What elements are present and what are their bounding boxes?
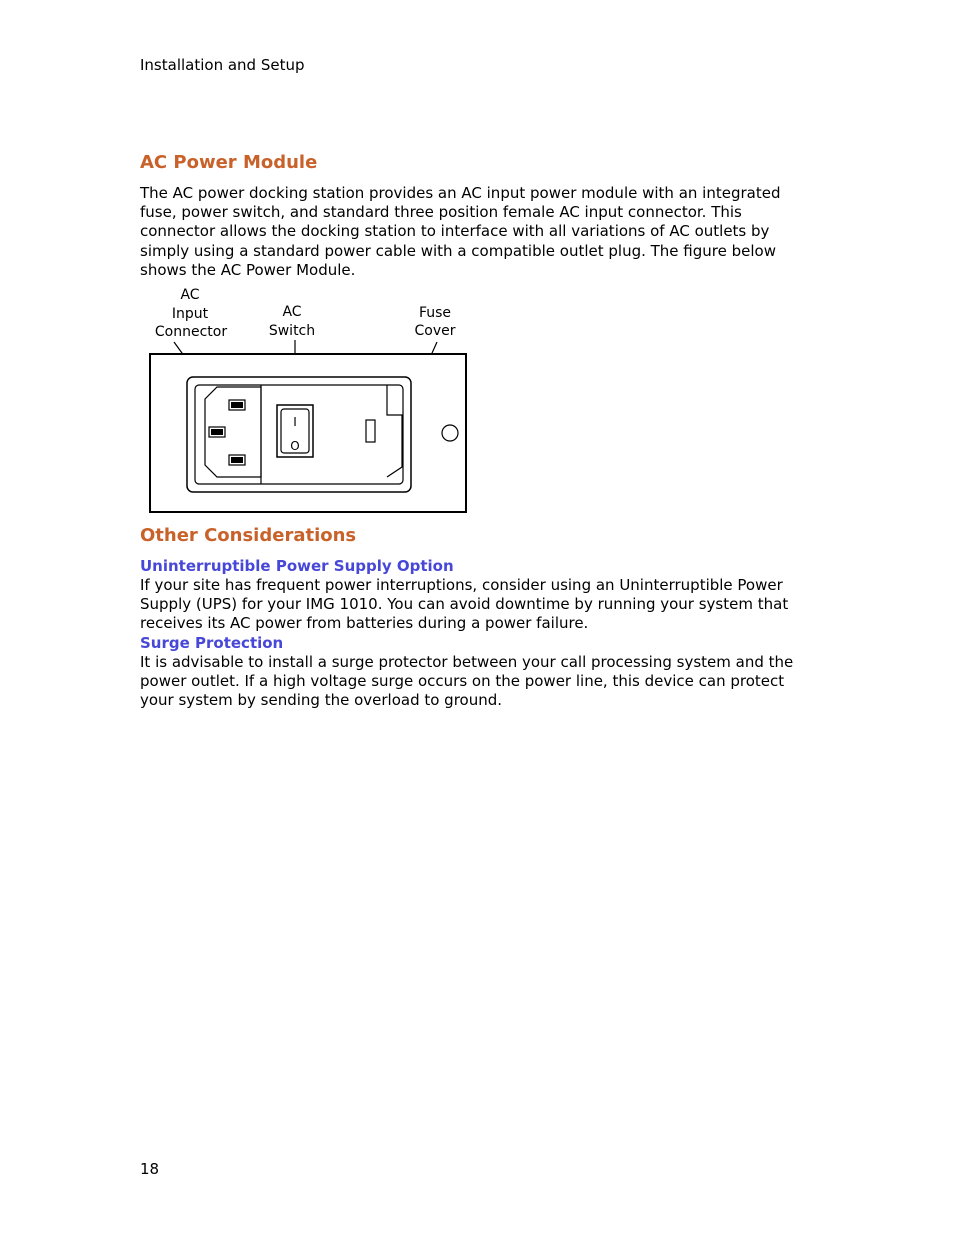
page-number: 18 [140, 1160, 160, 1178]
label-ac-switch-line2: Switch [268, 323, 316, 339]
switch-mark-off: O [290, 439, 300, 453]
ups-paragraph: If your site has frequent power interruptions, consider using an Uninterruptible Power Supply (UPS) for your IMG 1010. You can avoid downtime by running your system that receives its AC power from batteries during a power failure. [140, 576, 789, 633]
label-ac-input-line3: Connector [154, 324, 228, 340]
label-ac-switch [269, 304, 315, 339]
subheading-surge-protection: Surge Protection [140, 634, 284, 652]
ac-power-module-figure [140, 284, 470, 516]
label-fuse-cover [415, 305, 456, 339]
section-heading-ac-power-module: AC Power Module [140, 152, 318, 173]
connector-pin-top-fill [231, 402, 243, 408]
label-ac-input-connector [155, 287, 227, 340]
mounting-hole [442, 425, 458, 441]
running-header: Installation and Setup [140, 56, 305, 74]
label-fuse-line2: Cover [414, 323, 456, 339]
label-ac-input-line2: Input [171, 306, 209, 322]
surge-protection-paragraph: It is advisable to install a surge protector between your call processing system and the power outlet. If a high voltage surge occurs on the power line, this device can protect your system by sending the overload to ground. [140, 653, 794, 710]
ac-power-module-paragraph: The AC power docking station provides an AC input power module with an integrated fuse, power switch, and standard three position female AC input connector. This connector allows the docking station to interface with all variations of AC outlets by simply using a standard power cable with a compatible outlet plug. The figure below shows the AC Power Module. [140, 184, 781, 279]
label-ac-input-line1: AC [180, 287, 200, 303]
fuse-slot [366, 420, 375, 442]
switch-mark-on: I [293, 415, 297, 429]
section-heading-other-considerations: Other Considerations [140, 525, 357, 546]
label-ac-switch-line1: AC [282, 304, 302, 320]
connector-pin-ground-fill [211, 429, 223, 435]
subheading-ups: Uninterruptible Power Supply Option [140, 557, 454, 575]
label-fuse-line1: Fuse [418, 305, 452, 321]
connector-pin-bottom-fill [231, 457, 243, 463]
